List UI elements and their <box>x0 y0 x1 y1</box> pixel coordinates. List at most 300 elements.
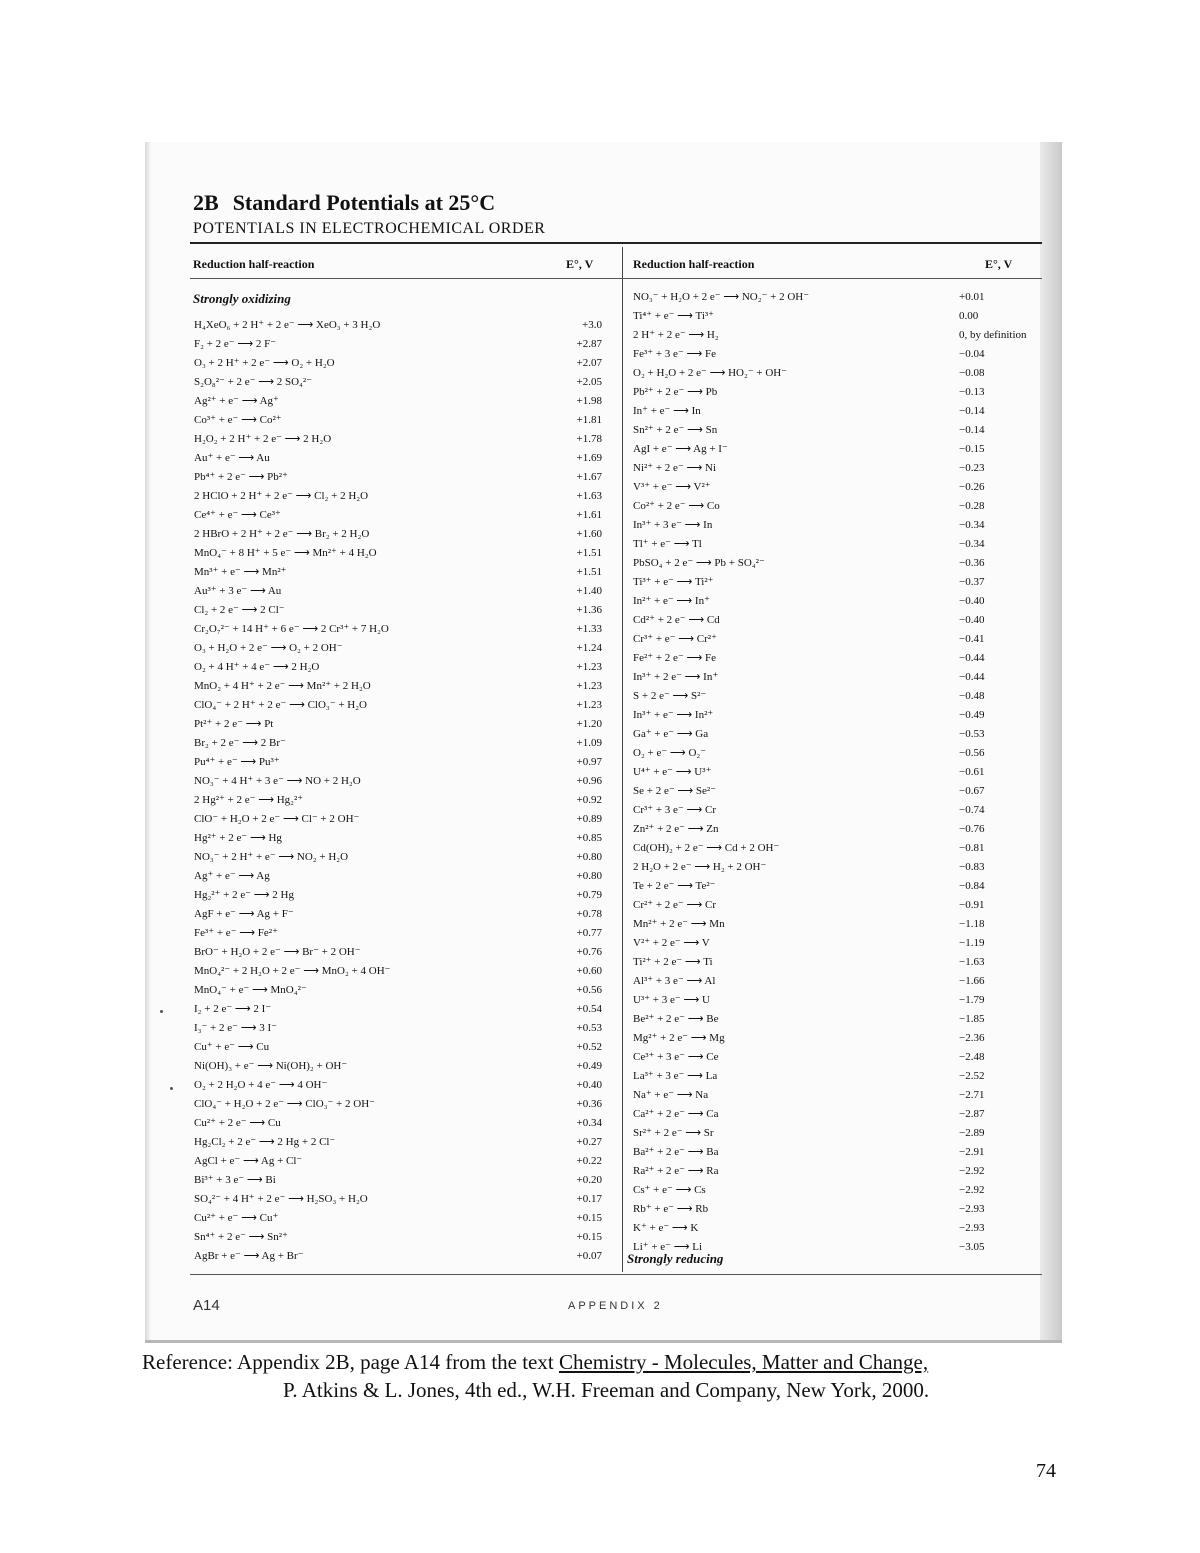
standard-potential: −2.52 <box>959 1070 985 1082</box>
half-reaction: BrO⁻ + H₂O + 2 e⁻ ⟶ Br⁻ + 2 OH⁻ <box>194 946 361 958</box>
standard-potential: +1.23 <box>576 699 602 711</box>
scan-page-edge <box>1040 142 1062 1342</box>
standard-potential: +1.78 <box>576 433 602 445</box>
table-row <box>194 962 606 981</box>
standard-potential: +0.54 <box>576 1003 602 1015</box>
half-reaction: Cl₂ + 2 e⁻ ⟶ 2 Cl⁻ <box>194 604 285 616</box>
half-reaction: O₂ + 2 H₂O + 4 e⁻ ⟶ 4 OH⁻ <box>194 1079 328 1091</box>
standard-potential: +1.61 <box>576 509 602 521</box>
table-row <box>633 782 1043 801</box>
table-row <box>633 858 1043 877</box>
half-reaction: K⁺ + e⁻ ⟶ K <box>633 1222 699 1234</box>
standard-potential: +0.96 <box>576 775 602 787</box>
standard-potential: +0.15 <box>576 1231 602 1243</box>
standard-potential: −0.15 <box>959 443 985 455</box>
table-row <box>194 886 606 905</box>
half-reaction: O₂ + 4 H⁺ + 4 e⁻ ⟶ 2 H₂O <box>194 661 320 673</box>
table-row <box>633 516 1043 535</box>
table-row <box>194 1133 606 1152</box>
table-row <box>194 810 606 829</box>
half-reaction: F₂ + 2 e⁻ ⟶ 2 F⁻ <box>194 338 277 350</box>
standard-potential: +1.33 <box>576 623 602 635</box>
half-reaction: Mn³⁺ + e⁻ ⟶ Mn²⁺ <box>194 566 287 578</box>
half-reaction: Cr³⁺ + 3 e⁻ ⟶ Cr <box>633 804 717 816</box>
table-row <box>194 696 606 715</box>
half-reaction: Tl⁺ + e⁻ ⟶ Tl <box>633 538 702 550</box>
table-row <box>194 1019 606 1038</box>
standard-potential: +0.22 <box>576 1155 602 1167</box>
standard-potential: +0.77 <box>576 927 602 939</box>
standard-potential: −0.53 <box>959 728 985 740</box>
table-row <box>633 915 1043 934</box>
half-reaction: H₂O₂ + 2 H⁺ + 2 e⁻ ⟶ 2 H₂O <box>194 433 332 445</box>
table-row <box>633 687 1043 706</box>
half-reaction: I₃⁻ + 2 e⁻ ⟶ 3 I⁻ <box>194 1022 277 1034</box>
standard-potential: +0.07 <box>576 1250 602 1262</box>
standard-potential: −0.48 <box>959 690 985 702</box>
table-row <box>633 725 1043 744</box>
half-reaction: Ni²⁺ + 2 e⁻ ⟶ Ni <box>633 462 717 474</box>
table-row <box>194 392 606 411</box>
standard-potential: −0.81 <box>959 842 985 854</box>
standard-potential: −3.05 <box>959 1241 985 1253</box>
table-row <box>194 848 606 867</box>
standard-potential: −0.49 <box>959 709 985 721</box>
half-reaction: Ti³⁺ + e⁻ ⟶ Ti²⁺ <box>633 576 714 588</box>
half-reaction: Te + 2 e⁻ ⟶ Te²⁻ <box>633 880 716 892</box>
half-reaction: AgF + e⁻ ⟶ Ag + F⁻ <box>194 908 294 920</box>
standard-potential: 0.00 <box>959 310 979 322</box>
standard-potential: +0.36 <box>576 1098 602 1110</box>
half-reaction: Cu⁺ + e⁻ ⟶ Cu <box>194 1041 270 1053</box>
standard-potential: +0.76 <box>576 946 602 958</box>
half-reaction: Li⁺ + e⁻ ⟶ Li <box>633 1241 703 1253</box>
standard-potential: −0.41 <box>959 633 985 645</box>
standard-potential: +2.87 <box>576 338 602 350</box>
table-row <box>194 943 606 962</box>
table-row <box>633 573 1043 592</box>
footer-page-label: A14 <box>193 1297 220 1314</box>
standard-potential: +0.97 <box>576 756 602 768</box>
half-reaction: 2 HClO + 2 H⁺ + 2 e⁻ ⟶ Cl₂ + 2 H₂O <box>194 490 369 502</box>
half-reaction: U³⁺ + 3 e⁻ ⟶ U <box>633 994 710 1006</box>
table-row <box>194 601 606 620</box>
standard-potential: −0.28 <box>959 500 985 512</box>
standard-potential: −0.67 <box>959 785 985 797</box>
half-reaction: O₃ + H₂O + 2 e⁻ ⟶ O₂ + 2 OH⁻ <box>194 642 343 654</box>
half-reaction: Br₂ + 2 e⁻ ⟶ 2 Br⁻ <box>194 737 286 749</box>
table-row <box>194 829 606 848</box>
table-row <box>633 288 1043 307</box>
table-row <box>194 905 606 924</box>
half-reaction: Se + 2 e⁻ ⟶ Se²⁻ <box>633 785 717 797</box>
table-row <box>633 326 1043 345</box>
half-reaction: In³⁺ + 3 e⁻ ⟶ In <box>633 519 713 531</box>
standard-potential: −0.83 <box>959 861 985 873</box>
half-reaction: In³⁺ + e⁻ ⟶ In²⁺ <box>633 709 714 721</box>
table-header-rule <box>190 278 1042 279</box>
appendix-number: 2B <box>193 190 219 215</box>
standard-potential: +2.05 <box>576 376 602 388</box>
half-reaction: Cd²⁺ + 2 e⁻ ⟶ Cd <box>633 614 720 626</box>
standard-potential: +1.24 <box>576 642 602 654</box>
table-bottom-rule <box>190 1274 1042 1275</box>
half-reaction: SO₄²⁻ + 4 H⁺ + 2 e⁻ ⟶ H₂SO₃ + H₂O <box>194 1193 368 1205</box>
half-reaction: NO₃⁻ + 2 H⁺ + e⁻ ⟶ NO₂ + H₂O <box>194 851 349 863</box>
half-reaction: ClO⁻ + H₂O + 2 e⁻ ⟶ Cl⁻ + 2 OH⁻ <box>194 813 360 825</box>
half-reaction: Sr²⁺ + 2 e⁻ ⟶ Sr <box>633 1127 714 1139</box>
table-row <box>194 1228 606 1247</box>
standard-potential: +1.60 <box>576 528 602 540</box>
half-reaction: Au⁺ + e⁻ ⟶ Au <box>194 452 270 464</box>
half-reaction: MnO₂ + 4 H⁺ + 2 e⁻ ⟶ Mn²⁺ + 2 H₂O <box>194 680 371 692</box>
half-reaction: Pb²⁺ + 2 e⁻ ⟶ Pb <box>633 386 718 398</box>
half-reaction: Cr²⁺ + 2 e⁻ ⟶ Cr <box>633 899 717 911</box>
half-reaction: AgI + e⁻ ⟶ Ag + I⁻ <box>633 443 728 455</box>
table-row <box>633 763 1043 782</box>
half-reaction: Cu²⁺ + 2 e⁻ ⟶ Cu <box>194 1117 281 1129</box>
table-row <box>633 383 1043 402</box>
half-reaction: Ra²⁺ + 2 e⁻ ⟶ Ra <box>633 1165 719 1177</box>
table-row <box>633 630 1043 649</box>
standard-potential: +0.80 <box>576 851 602 863</box>
table-row <box>633 744 1043 763</box>
table-row <box>633 554 1043 573</box>
table-row <box>194 1171 606 1190</box>
table-row <box>194 1000 606 1019</box>
standard-potential: −2.93 <box>959 1203 985 1215</box>
standard-potential: −2.92 <box>959 1165 985 1177</box>
table-row <box>633 706 1043 725</box>
half-reaction: Co³⁺ + e⁻ ⟶ Co²⁺ <box>194 414 282 426</box>
standard-potential: −0.26 <box>959 481 985 493</box>
half-reaction: Fe²⁺ + 2 e⁻ ⟶ Fe <box>633 652 717 664</box>
standard-potential: −2.36 <box>959 1032 985 1044</box>
standard-potential: −1.66 <box>959 975 985 987</box>
half-reaction: V³⁺ + e⁻ ⟶ V²⁺ <box>633 481 711 493</box>
table-row <box>194 1095 606 1114</box>
table-row <box>633 877 1043 896</box>
table-row <box>633 896 1043 915</box>
table-row <box>633 1162 1043 1181</box>
standard-potential: −0.76 <box>959 823 985 835</box>
half-reaction: MnO₄⁻ + e⁻ ⟶ MnO₄²⁻ <box>194 984 307 996</box>
half-reaction: Ti⁴⁺ + e⁻ ⟶ Ti³⁺ <box>633 310 714 322</box>
standard-potential: −0.56 <box>959 747 985 759</box>
table-row <box>194 753 606 772</box>
standard-potential: +0.79 <box>576 889 602 901</box>
table-row <box>194 1057 606 1076</box>
table-subtitle: POTENTIALS IN ELECTROCHEMICAL ORDER <box>193 220 546 237</box>
half-reaction: Pb⁴⁺ + 2 e⁻ ⟶ Pb²⁺ <box>194 471 288 483</box>
appendix-title-text: Standard Potentials at 25°C <box>232 190 496 215</box>
standard-potential: −2.48 <box>959 1051 985 1063</box>
standard-potential: −1.18 <box>959 918 985 930</box>
table-row <box>194 658 606 677</box>
half-reaction: Pt²⁺ + 2 e⁻ ⟶ Pt <box>194 718 274 730</box>
standard-potential: −0.84 <box>959 880 985 892</box>
table-row <box>633 1048 1043 1067</box>
standard-potential: +0.78 <box>576 908 602 920</box>
page-number: 74 <box>1036 1460 1056 1482</box>
half-reaction: Na⁺ + e⁻ ⟶ Na <box>633 1089 709 1101</box>
standard-potential: −1.85 <box>959 1013 985 1025</box>
standard-potential: −1.19 <box>959 937 985 949</box>
table-row <box>633 611 1043 630</box>
table-row <box>633 991 1043 1010</box>
half-reaction: Co²⁺ + 2 e⁻ ⟶ Co <box>633 500 720 512</box>
half-reaction: AgCl + e⁻ ⟶ Ag + Cl⁻ <box>194 1155 303 1167</box>
half-reaction: Hg²⁺ + 2 e⁻ ⟶ Hg <box>194 832 282 844</box>
half-reaction: Fe³⁺ + 3 e⁻ ⟶ Fe <box>633 348 717 360</box>
standard-potential: +1.36 <box>576 604 602 616</box>
table-row <box>633 1029 1043 1048</box>
standard-potential: +1.63 <box>576 490 602 502</box>
table-row <box>194 791 606 810</box>
scan-bottom-edge <box>145 1340 1062 1343</box>
standard-potential: −0.74 <box>959 804 985 816</box>
table-row <box>633 1067 1043 1086</box>
half-reaction: U⁴⁺ + e⁻ ⟶ U³⁺ <box>633 766 712 778</box>
standard-potential: −0.34 <box>959 519 985 531</box>
standard-potential: +0.52 <box>576 1041 602 1053</box>
table-row <box>194 924 606 943</box>
half-reaction: Al³⁺ + 3 e⁻ ⟶ Al <box>633 975 716 987</box>
half-reaction: Ce³⁺ + 3 e⁻ ⟶ Ce <box>633 1051 719 1063</box>
table-row <box>194 1114 606 1133</box>
standard-potential: +1.67 <box>576 471 602 483</box>
standard-potential: +1.51 <box>576 547 602 559</box>
standard-potential: −2.87 <box>959 1108 985 1120</box>
half-reaction: In³⁺ + 2 e⁻ ⟶ In⁺ <box>633 671 719 683</box>
standard-potential: −0.44 <box>959 652 985 664</box>
standard-potential: −0.37 <box>959 576 985 588</box>
half-reaction: Ga⁺ + e⁻ ⟶ Ga <box>633 728 709 740</box>
table-row <box>194 867 606 886</box>
half-reaction: 2 H⁺ + 2 e⁻ ⟶ H₂ <box>633 329 719 341</box>
left-header-potential: E°, V <box>566 257 594 271</box>
half-reaction: Rb⁺ + e⁻ ⟶ Rb <box>633 1203 709 1215</box>
half-reaction: Ag²⁺ + e⁻ ⟶ Ag⁺ <box>194 395 279 407</box>
table-row <box>194 981 606 1000</box>
table-row <box>633 307 1043 326</box>
table-row <box>194 487 606 506</box>
footer-appendix-label: APPENDIX 2 <box>568 1300 663 1312</box>
half-reaction: 2 Hg²⁺ + 2 e⁻ ⟶ Hg₂²⁺ <box>194 794 304 806</box>
table-row <box>194 1190 606 1209</box>
table-row <box>194 373 606 392</box>
table-row <box>633 478 1043 497</box>
standard-potential: −0.14 <box>959 405 985 417</box>
half-reaction: Ca²⁺ + 2 e⁻ ⟶ Ca <box>633 1108 719 1120</box>
standard-potential: +3.0 <box>582 319 602 331</box>
table-row <box>194 582 606 601</box>
standard-potential: +1.51 <box>576 566 602 578</box>
table-row <box>633 592 1043 611</box>
standard-potential: +0.27 <box>576 1136 602 1148</box>
table-row <box>633 402 1043 421</box>
standard-potential: −0.08 <box>959 367 985 379</box>
half-reaction: S₂O₈²⁻ + 2 e⁻ ⟶ 2 SO₄²⁻ <box>194 376 312 388</box>
standard-potential: +0.85 <box>576 832 602 844</box>
table-row <box>633 1010 1043 1029</box>
table-row <box>194 563 606 582</box>
half-reaction: Ni(OH)₃ + e⁻ ⟶ Ni(OH)₂ + OH⁻ <box>194 1060 348 1072</box>
half-reaction: Cu²⁺ + e⁻ ⟶ Cu⁺ <box>194 1212 279 1224</box>
table-column-divider <box>622 247 623 1272</box>
half-reaction: ClO₄⁻ + 2 H⁺ + 2 e⁻ ⟶ ClO₃⁻ + H₂O <box>194 699 367 711</box>
half-reaction: Sn²⁺ + 2 e⁻ ⟶ Sn <box>633 424 718 436</box>
standard-potential: +1.81 <box>576 414 602 426</box>
half-reaction: Cs⁺ + e⁻ ⟶ Cs <box>633 1184 706 1196</box>
standard-potential: −0.40 <box>959 614 985 626</box>
half-reaction: 2 HBrO + 2 H⁺ + 2 e⁻ ⟶ Br₂ + 2 H₂O <box>194 528 370 540</box>
table-row <box>633 497 1043 516</box>
half-reaction: S + 2 e⁻ ⟶ S²⁻ <box>633 690 707 702</box>
standard-potential: +0.17 <box>576 1193 602 1205</box>
table-row <box>633 839 1043 858</box>
table-row <box>633 972 1043 991</box>
table-row <box>194 677 606 696</box>
standard-potential: +0.89 <box>576 813 602 825</box>
standard-potential: +0.40 <box>576 1079 602 1091</box>
half-reaction: Bi³⁺ + 3 e⁻ ⟶ Bi <box>194 1174 276 1186</box>
table-row <box>194 1076 606 1095</box>
table-row <box>194 1152 606 1171</box>
table-row <box>633 440 1043 459</box>
half-reaction: ClO₄⁻ + H₂O + 2 e⁻ ⟶ ClO₃⁻ + 2 OH⁻ <box>194 1098 375 1110</box>
table-row <box>194 449 606 468</box>
half-reaction: Ce⁴⁺ + e⁻ ⟶ Ce³⁺ <box>194 509 281 521</box>
table-row <box>194 1247 606 1266</box>
half-reaction: V²⁺ + 2 e⁻ ⟶ V <box>633 937 710 949</box>
reference-lead: Reference: Appendix 2B, page A14 from the text <box>142 1350 559 1374</box>
half-reaction: Sn⁴⁺ + 2 e⁻ ⟶ Sn²⁺ <box>194 1231 288 1243</box>
table-row <box>633 934 1043 953</box>
standard-potential: −0.40 <box>959 595 985 607</box>
table-row <box>194 525 606 544</box>
half-reaction: O₃ + 2 H⁺ + 2 e⁻ ⟶ O₂ + H₂O <box>194 357 335 369</box>
standard-potential: −2.93 <box>959 1222 985 1234</box>
half-reaction: Au³⁺ + 3 e⁻ ⟶ Au <box>194 585 282 597</box>
table-row <box>633 364 1043 383</box>
table-row <box>633 1200 1043 1219</box>
half-reaction: Hg₂²⁺ + 2 e⁻ ⟶ 2 Hg <box>194 889 294 901</box>
standard-potential: −2.71 <box>959 1089 985 1101</box>
right-header-reaction: Reduction half-reaction <box>633 257 755 271</box>
table-row <box>194 639 606 658</box>
standard-potential: −0.23 <box>959 462 985 474</box>
table-row <box>633 668 1043 687</box>
table-row <box>194 620 606 639</box>
half-reaction: O₂ + e⁻ ⟶ O₂⁻ <box>633 747 707 759</box>
half-reaction: 2 H₂O + 2 e⁻ ⟶ H₂ + 2 OH⁻ <box>633 861 767 873</box>
half-reaction: MnO₄⁻ + 8 H⁺ + 5 e⁻ ⟶ Mn²⁺ + 4 H₂O <box>194 547 377 559</box>
standard-potential: −0.14 <box>959 424 985 436</box>
reference-line-1 <box>142 1350 928 1375</box>
half-reaction: Ti²⁺ + 2 e⁻ ⟶ Ti <box>633 956 713 968</box>
table-row <box>633 953 1043 972</box>
scan-left-shadow <box>145 142 151 1342</box>
standard-potential: −0.13 <box>959 386 985 398</box>
half-reaction: Mg²⁺ + 2 e⁻ ⟶ Mg <box>633 1032 725 1044</box>
standard-potential: −0.36 <box>959 557 985 569</box>
half-reaction: Cd(OH)₂ + 2 e⁻ ⟶ Cd + 2 OH⁻ <box>633 842 780 854</box>
half-reaction: NO₃⁻ + H₂O + 2 e⁻ ⟶ NO₂⁻ + 2 OH⁻ <box>633 291 810 303</box>
table-row <box>194 544 606 563</box>
table-row <box>633 1105 1043 1124</box>
table-row <box>633 421 1043 440</box>
table-row <box>633 801 1043 820</box>
right-header-potential: E°, V <box>985 257 1013 271</box>
half-reaction: Mn²⁺ + 2 e⁻ ⟶ Mn <box>633 918 725 930</box>
right-column-rows <box>633 288 1043 1257</box>
standard-potential: −1.63 <box>959 956 985 968</box>
half-reaction: Zn²⁺ + 2 e⁻ ⟶ Zn <box>633 823 719 835</box>
table-row <box>633 820 1043 839</box>
half-reaction: I₂ + 2 e⁻ ⟶ 2 I⁻ <box>194 1003 272 1015</box>
table-row <box>194 335 606 354</box>
table-row <box>194 1038 606 1057</box>
standard-potential: +0.92 <box>576 794 602 806</box>
half-reaction: NO₃⁻ + 4 H⁺ + 3 e⁻ ⟶ NO + 2 H₂O <box>194 775 361 787</box>
half-reaction: MnO₄²⁻ + 2 H₂O + 2 e⁻ ⟶ MnO₂ + 4 OH⁻ <box>194 965 391 977</box>
table-row <box>633 1219 1043 1238</box>
strongly-oxidizing-label: Strongly oxidizing <box>193 291 291 306</box>
table-row <box>633 649 1043 668</box>
standard-potential: +1.23 <box>576 680 602 692</box>
half-reaction: AgBr + e⁻ ⟶ Ag + Br⁻ <box>194 1250 304 1262</box>
standard-potential: +0.80 <box>576 870 602 882</box>
table-row <box>633 1086 1043 1105</box>
reference-line-2: P. Atkins & L. Jones, 4th ed., W.H. Freeman and Company, New York, 2000. <box>283 1378 930 1402</box>
table-row <box>633 345 1043 364</box>
reference-book-title: Chemistry - Molecules, Matter and Change, <box>558 1350 929 1374</box>
standard-potential: −1.79 <box>959 994 985 1006</box>
margin-mark <box>170 1087 173 1090</box>
standard-potential: +1.09 <box>576 737 602 749</box>
half-reaction: Cr₂O₇²⁻ + 14 H⁺ + 6 e⁻ ⟶ 2 Cr³⁺ + 7 H₂O <box>194 623 389 635</box>
standard-potential: +0.60 <box>576 965 602 977</box>
standard-potential: +0.49 <box>576 1060 602 1072</box>
standard-potential: +2.07 <box>576 357 602 369</box>
half-reaction: In²⁺ + e⁻ ⟶ In⁺ <box>633 595 710 607</box>
standard-potential: −0.04 <box>959 348 985 360</box>
left-header-reaction: Reduction half-reaction <box>193 257 315 271</box>
strongly-reducing-label: Strongly reducing <box>627 1251 724 1266</box>
standard-potential: 0, by definition <box>959 329 1027 341</box>
standard-potential: +1.23 <box>576 661 602 673</box>
half-reaction: H₄XeO₆ + 2 H⁺ + 2 e⁻ ⟶ XeO₃ + 3 H₂O <box>194 319 381 331</box>
table-row <box>633 535 1043 554</box>
table-row <box>194 1209 606 1228</box>
standard-potential: +0.15 <box>576 1212 602 1224</box>
standard-potential: +0.01 <box>959 291 985 303</box>
standard-potential: +1.20 <box>576 718 602 730</box>
appendix-title <box>193 190 495 216</box>
table-row <box>633 1181 1043 1200</box>
half-reaction: Ba²⁺ + 2 e⁻ ⟶ Ba <box>633 1146 719 1158</box>
table-top-rule <box>190 242 1042 244</box>
table-row <box>194 468 606 487</box>
half-reaction: PbSO₄ + 2 e⁻ ⟶ Pb + SO₄²⁻ <box>633 557 765 569</box>
standard-potential: +1.40 <box>576 585 602 597</box>
standard-potential: −2.89 <box>959 1127 985 1139</box>
standard-potential: +0.56 <box>576 984 602 996</box>
half-reaction: Cr³⁺ + e⁻ ⟶ Cr²⁺ <box>633 633 717 645</box>
half-reaction: Hg₂Cl₂ + 2 e⁻ ⟶ 2 Hg + 2 Cl⁻ <box>194 1136 336 1148</box>
half-reaction: In⁺ + e⁻ ⟶ In <box>633 405 701 417</box>
